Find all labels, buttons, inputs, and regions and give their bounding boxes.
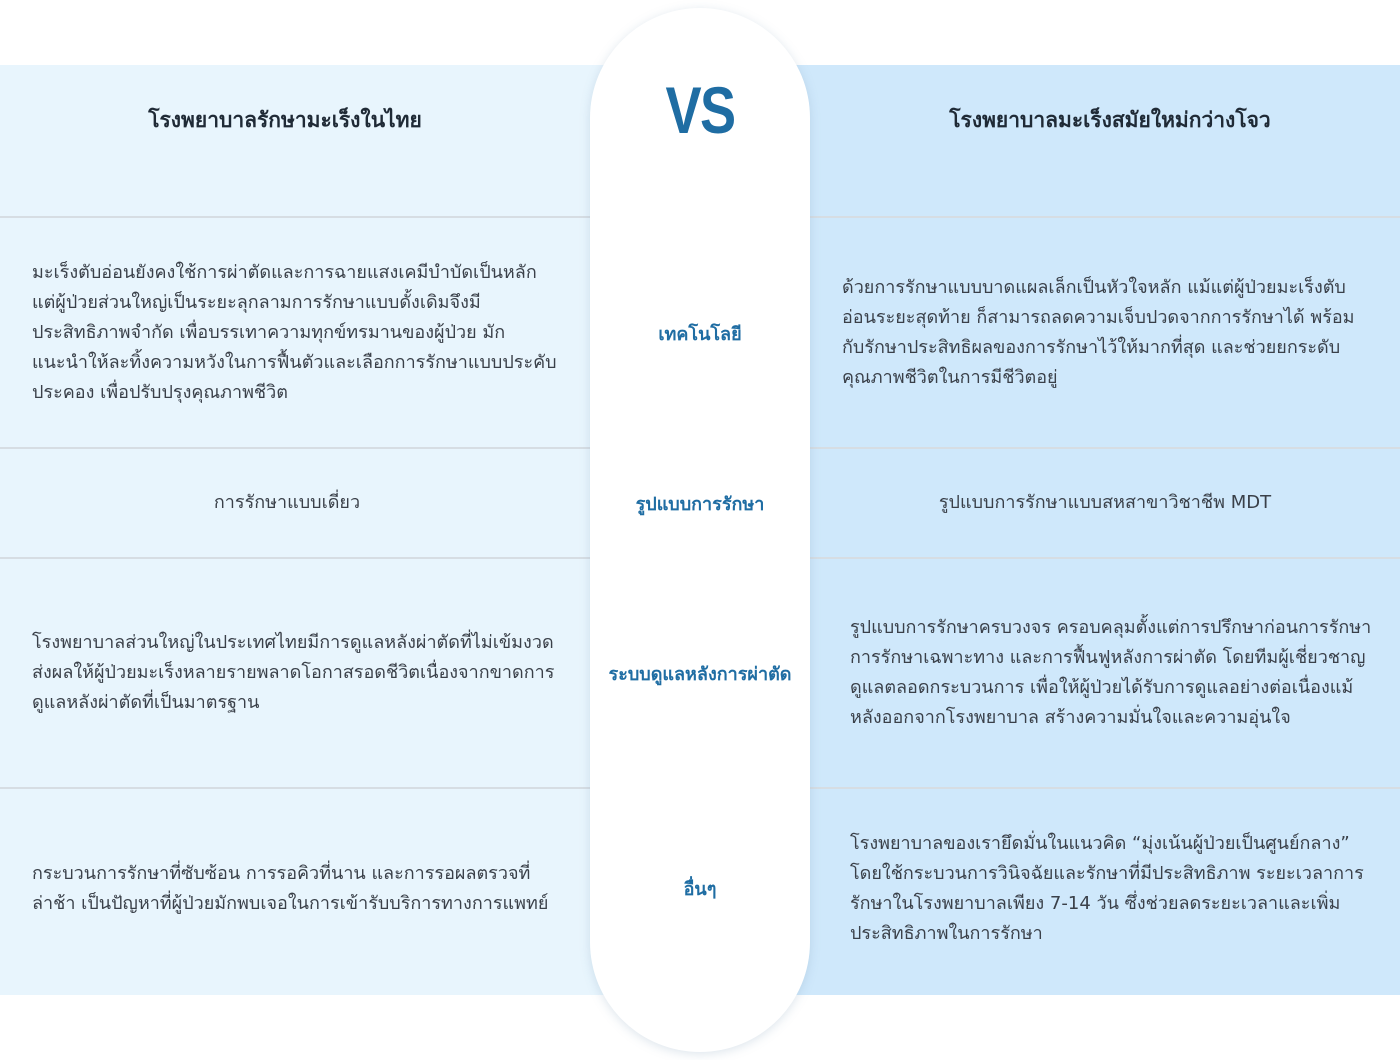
- right-text-others: โรงพยาบาลของเรายึดมั่นในแนวคิด “มุ่งเน้นผู้ป่วยเป็นศูนย์กลาง” โดยใช้กระบวนการวินิจฉัยและรักษาที่มีประสิทธิภาพ ระยะเวลาการรักษาในโรงพยาบาลเพียง 7-14 วัน ซึ่งช่วยลดระยะเวลาและเพิ่มประสิทธิภาพในการรักษา: [850, 833, 1364, 944]
- left-text-post-op-care: โรงพยาบาลส่วนใหญ่ในประเทศไทยมีการดูแลหลังผ่าตัดที่ไม่เข้มงวด ส่งผลให้ผู้ป่วยมะเร็งหลายรายพลาดโอกาสรอดชีวิตเนื่องจากขาดการดูแลหลังผ่าตัดที่เป็นมาตรฐาน: [32, 632, 555, 713]
- right-text-post-op-care: รูปแบบการรักษาครบวงจร ครอบคลุมตั้งแต่การปรึกษาก่อนการรักษา การรักษาเฉพาะทาง และการฟื้นฟูหลังการผ่าตัด โดยทีมผู้เชี่ยวชาญดูแลตลอดกระบวนการ เพื่อให้ผู้ป่วยได้รับการดูแลอย่างต่อเนื่องแม้หลังออกจากโรงพยาบาล สร้างความมั่นใจและความอุ่นใจ: [850, 617, 1372, 728]
- right-cell-post-op-care: [850, 559, 1372, 787]
- row-label-treatment-model: รูปแบบการรักษา: [635, 493, 765, 515]
- right-cell-technology: [842, 218, 1372, 447]
- row-label-technology: เทคโนโลยี: [658, 323, 742, 345]
- left-text-technology: มะเร็งตับอ่อนยังคงใช้การผ่าตัดและการฉายแสงเคมีบำบัดเป็นหลัก แต่ผู้ป่วยส่วนใหญ่เป็นระยะลุกลามการรักษาแบบดั้งเดิมจึงมีประสิทธิภาพจำกัด เพื่อบรรเทาความทุกข์ทรมานของผู้ป่วย มักแนะนำให้ละทิ้งความหวังในการฟื้นตัวและเลือกการรักษาแบบประคับประคอง เพื่อปรับปรุงคุณภาพชีวิต: [32, 261, 557, 403]
- left-cell-technology: [32, 218, 560, 447]
- left-text-others: กระบวนการรักษาที่ซับซ้อน การรอคิวที่นาน และการรอผลตรวจที่ล่าช้า เป็นปัญหาที่ผู้ป่วยมักพบเจอในการเข้ารับบริการทางการแพทย์: [32, 863, 549, 914]
- vs-heading: VS: [665, 73, 735, 147]
- right-cell-others: [850, 789, 1372, 989]
- left-column-title: โรงพยาบาลรักษามะเร็งในไทย: [148, 107, 422, 132]
- left-text-treatment-model: การรักษาแบบเดี่ยว: [213, 492, 361, 513]
- right-cell-treatment-model: [810, 449, 1400, 557]
- left-cell-post-op-care: [32, 559, 560, 787]
- right-text-treatment-model: รูปแบบการรักษาแบบสหสาขาวิชาชีพ MDT: [938, 492, 1272, 513]
- right-column-title: โรงพยาบาลมะเร็งสมัยใหม่กว่างโจว: [949, 107, 1271, 132]
- row-label-others: อื่นๆ: [683, 878, 717, 900]
- left-cell-treatment-model: [0, 449, 574, 557]
- row-label-post-op-care: ระบบดูแลหลังการผ่าตัด: [608, 663, 792, 685]
- left-cell-others: [32, 789, 560, 989]
- right-text-technology: ด้วยการรักษาแบบบาดแผลเล็กเป็นหัวใจหลัก แม้แต่ผู้ป่วยมะเร็งตับอ่อนระยะสุดท้าย ก็สามารถลดความเจ็บปวดจากการรักษาได้ พร้อมกับรักษาประสิทธิผลของการรักษาไว้ให้มากที่สุด และช่วยยกระดับคุณภาพชีวิตในการมีชีวิตอยู่: [842, 276, 1355, 388]
